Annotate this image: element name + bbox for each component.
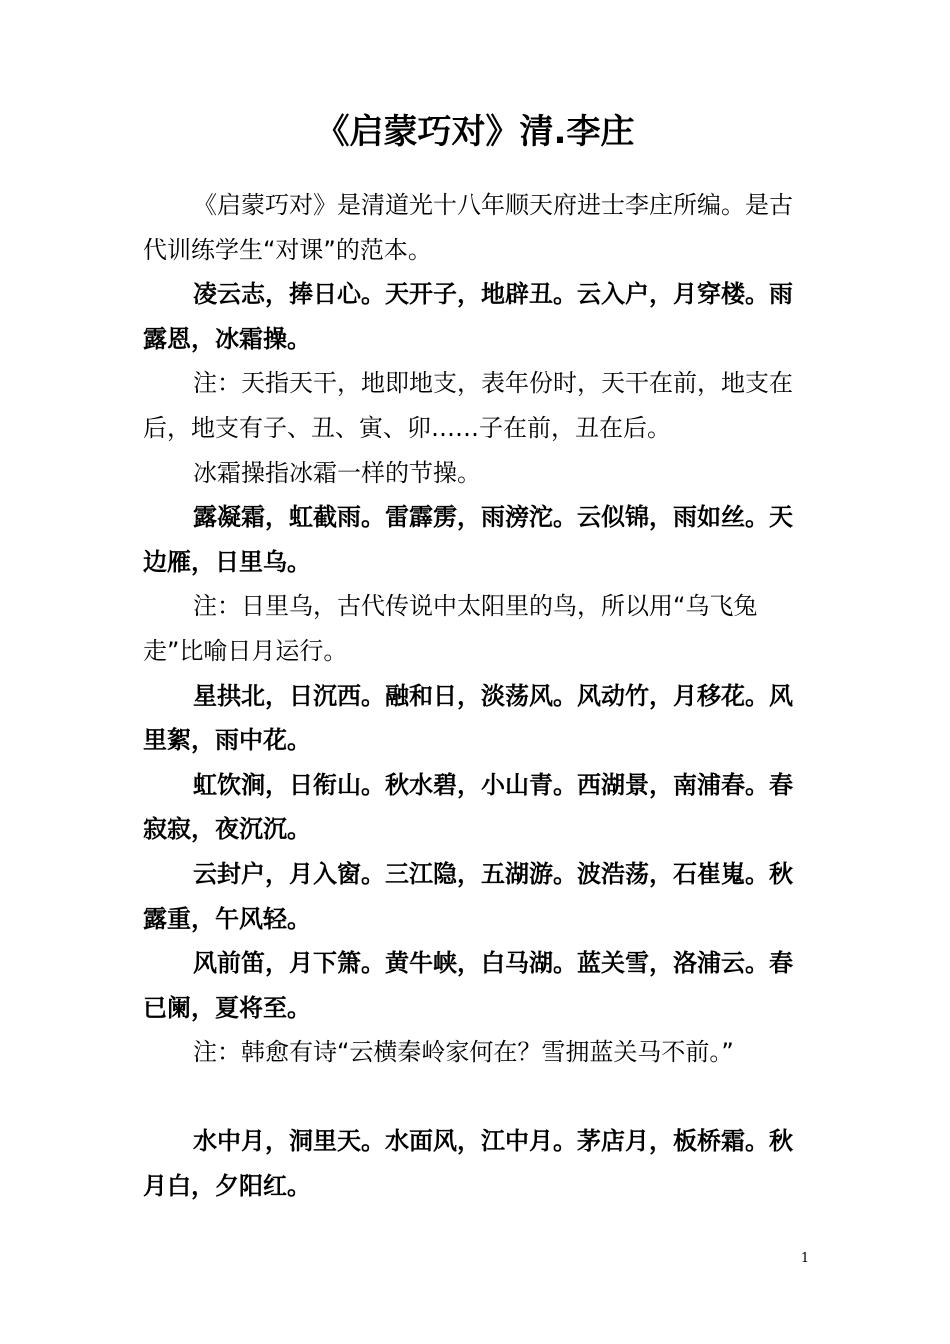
note-paragraph: 注：日里乌，古代传说中太阳里的鸟，所以用“乌飞兔走”比喻日月运行。 — [143, 592, 758, 665]
document-title: 《启蒙巧对》清.李庄 — [315, 112, 635, 152]
note-paragraph: 冰霜操指冰霜一样的节操。 — [193, 458, 481, 487]
couplet-paragraph: 水中月，洞里天。水面风，江中月。茅店月，板桥霜。秋月白，夕阳红。 — [143, 1127, 793, 1201]
note-paragraph: 注：天指天干，地即地支，表年份时，天干在前，地支在后，地支有子、丑、寅、卯……子在前，丑在后。 — [143, 369, 793, 442]
couplet-paragraph: 星拱北，日沉西。融和日，淡荡风。风动竹，月移花。风里絮，雨中花。 — [143, 681, 793, 755]
couplet-paragraph: 露凝霜，虹截雨。雷霹雳，雨滂沱。云似锦，雨如丝。天边雁，日里乌。 — [143, 503, 793, 576]
document-body — [143, 183, 811, 1209]
page-number: 1 — [800, 1251, 810, 1266]
note-paragraph: 注：韩愈有诗“云横秦岭家何在？雪拥蓝关马不前。” — [193, 1038, 734, 1067]
blank-line — [143, 1075, 811, 1120]
couplet-paragraph: 风前笛，月下箫。黄牛峡，白马湖。蓝关雪，洛浦云。春已阑，夏将至。 — [143, 949, 793, 1022]
intro-paragraph: 《启蒙巧对》是清道光十八年顺天府进士李庄所编。是古代训练学生“对课”的范本。 — [143, 191, 793, 264]
couplet-paragraph: 云封户，月入窗。三江隐，五湖游。波浩荡，石崔嵬。秋露重，午风轻。 — [143, 859, 793, 933]
couplet-paragraph: 虹饮涧，日衔山。秋水碧，小山青。西湖景，南浦春。春寂寂，夜沉沉。 — [143, 770, 793, 844]
couplet-paragraph: 凌云志，捧日心。天开子，地辟丑。云入户，月穿楼。雨露恩，冰霜操。 — [143, 280, 793, 353]
